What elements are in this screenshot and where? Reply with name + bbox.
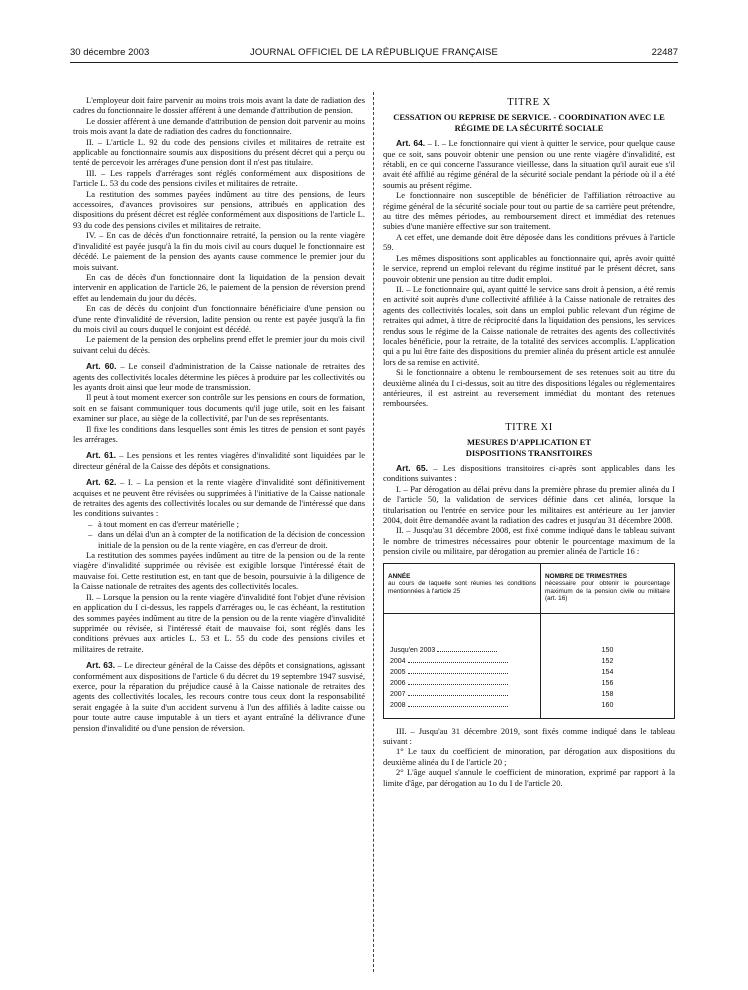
titre-xi-subheading: MESURES D'APPLICATION ET DISPOSITIONS TRANSITOIRES (465, 437, 593, 458)
table-cell-value: 156 (601, 679, 614, 687)
table-cell-year (384, 701, 541, 719)
table-cell-value: 152 (601, 657, 614, 665)
header-journal-title: JOURNAL OFFICIEL DE LA RÉPUBLIQUE FRANÇAISE (249, 47, 499, 58)
table-cell-value: 150 (601, 646, 614, 654)
table-row (384, 701, 675, 719)
article-65 (383, 463, 675, 484)
column-header-quarters (541, 563, 675, 613)
leader-dots (408, 706, 508, 707)
paragraph: II. – Le fonctionnaire qui, ayant quitté le service sans droit à pension, a été remis en activité soit auprès d'une collectivité affiliée à la Caisse nationale de retraites des agents des collectivités locales, soit dans un emploi public relevant d'un régime de retraites qui admet, à titre de réciprocité dans la liquidation des pensions, les services rendus sous le régime de la Caisse nationale de retraites des agents des collectivités locales bénéficie, pour la retraite, de la totalité des services accomplis. L'application qui a pu lui être faite des dispositions du premier alinéa du présent article est annulée lors de sa remise en activité. (383, 283, 675, 367)
column-header-subtitle: nécessaire pour obtenir le pourcentage maximum de la pension civile ou militaire (art. 16) (545, 580, 670, 603)
article-text: – I. – Le fonctionnaire qui vient à quitter le service, pour quelque cause que ce soit, sans pouvoir obtenir une pension ou une rente viagère d'invalidité, est rétabli, en ce qui concerne l'assurance vieillesse, dans la situation qu'il aurait eue s'il avait été affilié au régime général de la sécurité sociale pendant la période où il a été soumis au présent régime. (383, 138, 675, 190)
paragraph: II. – L'article L. 92 du code des pensions civiles et militaires de retraite est applicable au fonctionnaire soumis aux dispositions du présent décret qui a perçu ou tenté de percevoir les arrérages d'une pension dont il n'est pas titulaire. (73, 136, 365, 168)
article-text: – Les dispositions transitoires ci-après sont applicables dans les conditions suivantes : (383, 463, 675, 484)
year-label: 2005 (390, 668, 406, 676)
paragraph: Si le fonctionnaire a obtenu le remboursement de ses retenues soit au titre du deuxième alinéa du I ci-dessus, soit au titre des dispositions légales ou réglementaires antérieures, il est astreint au reversement immédiat du montant des retenues remboursées. (383, 367, 675, 409)
table-row (384, 679, 675, 690)
header-page-number: 22487 (651, 47, 678, 58)
table-row (384, 690, 675, 701)
trimestres-table (383, 563, 675, 719)
paragraph: I. – Par dérogation au délai prévu dans la première phrase du premier alinéa du I de l'article 50, la validation de services définie dans cet alinéa, lorsque la titularisation ou l'entrée en service pour les militaires est antérieure au 1er janvier 2004, doit être demandée avant la radiation des cadres et jusqu'au 31 décembre 2008. (383, 483, 675, 526)
paragraph: Le fonctionnaire non susceptible de bénéficier de l'affiliation rétroactive au régime général de la sécurité sociale pour tout ou partie de sa carrière peut prétendre, au titre des mêmes périodes, au remboursement direct et immédiat des retenues subies d'une manière effective sur son traitement. (383, 190, 675, 232)
article-64 (383, 138, 675, 190)
column-header-title: NOMBRE DE TRIMESTRES (545, 572, 628, 580)
leader-dots (437, 651, 497, 652)
article-text: – Le directeur général de la Caisse des dépôts et consignations, agissant conformément aux dispositions de l'article 6 du décret du 19 septembre 1947 susvisé, exerce, pour la réparation du préjudice causé à la Caisse nationale de retraites des agents des collectivités locales, les recours contre tous ceux dont la responsabilité serait engagée à la suite d'un accident survenu à l'un des affiliés à ladite caisse ou pour toute autre cause imputable à un tiers et ayant entraîné la délivrance d'une pension d'invalidité ou d'une pension de réversion. (73, 660, 365, 733)
paragraph: II. – Lorsque la pension ou la rente viagère d'invalidité font l'objet d'une révision en application du I ci-dessus, les rappels d'arrérages ou, le cas échéant, la restitution des sommes payées indûment au titre de la pension ou de la rente viagère d'invalidité supprimée ou révisée, si l'intéressé était de mauvaise foi, sont réglés dans les conditions prévues aux articles L. 53 et L. 55 du code des pensions civiles et militaires de retraite. (73, 591, 365, 654)
table-cell-year (384, 657, 541, 668)
table-cell-value: 154 (601, 668, 614, 676)
article-label: Art. 64. (396, 138, 426, 149)
year-label: 2008 (390, 701, 406, 709)
paragraph: La restitution des sommes payées indûment au titre des pensions, de leurs accessoires, d'avances provisoires sur pensions, attribués en application des dispositions du présent décret est réglée conformément aux dispositions de l'article L. 93 du code des pensions civiles et militaires de retraite. (73, 188, 365, 230)
table-cell-value: 160 (601, 701, 614, 709)
leader-dots (408, 695, 508, 696)
table-cell-value: 158 (601, 690, 614, 698)
paragraph: En cas de décès du conjoint d'un fonctionnaire bénéficiaire d'une pension ou d'une rente d'invalidité de réversion, ladite pension ou rente est payée jusqu'à la fin du mois civil au cours duquel le conjoint est décédé. (73, 303, 365, 334)
left-column (73, 95, 365, 733)
table-cell-year (384, 613, 541, 657)
article-text: – Le conseil d'administration de la Caisse nationale de retraites des agents des collectivités locales détermine les pièces à produire par les collectivités ou les ayants droit ainsi que leur mode de transmission. (73, 361, 365, 392)
titre-x-subheading: CESSATION OU REPRISE DE SERVICE. - COORDINATION AVEC LE RÉGIME DE LA SÉCURITÉ SOCIALE (393, 112, 665, 133)
running-header (70, 47, 678, 61)
article-63 (73, 660, 365, 733)
paragraph: Le paiement de la pension des orphelins prend effet le premier jour du mois civil suivant celui du décès. (73, 334, 365, 355)
table-header-row (384, 563, 675, 613)
paragraph: 2° L'âge auquel s'annule le coefficient de minoration, exprimé par rapport à la limite d'âge, par dérogation au 1o du I de l'article 20. (383, 767, 675, 788)
titre-xi-heading: TITRE XI (505, 421, 553, 433)
paragraph: En cas de décès d'un fonctionnaire dont la liquidation de la pension devait intervenir en application de l'article 26, le paiement de la pension de réversion prend effet au lendemain du jour du décès. (73, 271, 365, 303)
paragraph: Il fixe les conditions dans lesquelles sont émis les titres de pension et sont payés les arrérages. (73, 423, 365, 444)
column-header-title: ANNÉE (388, 572, 411, 580)
list-item: – dans un délai d'un an à compter de la notification de la décision de concession initiale de la pension ou de la rente viagère, en cas d'erreur de droit. (98, 529, 365, 550)
paragraph: A cet effet, une demande doit être déposée dans les conditions prévues à l'article 59. (383, 231, 675, 253)
paragraph: Le dossier afférent à une demande d'attribution de pension doit parvenir au moins trois mois avant la date de radiation des cadres du fonctionnaire. (73, 115, 365, 137)
paragraph: III. – Jusqu'au 31 décembre 2019, sont fixés comme indiqué dans le tableau suivant : (383, 725, 675, 747)
table-cell-year (384, 668, 541, 679)
article-label: Art. 60. (86, 361, 117, 372)
article-label: Art. 61. (86, 450, 116, 461)
article-60 (73, 361, 365, 392)
year-label: 2006 (390, 679, 406, 687)
paragraph: 1° Le taux du coefficient de minoration, par dérogation aux dispositions du deuxième alinéa du I de l'article 20 ; (383, 746, 675, 767)
table-row (384, 668, 675, 679)
article-label: Art. 65. (396, 463, 428, 473)
year-label: 2004 (390, 657, 406, 665)
column-separator (373, 92, 374, 972)
list-item: – à tout moment en cas d'erreur matérielle ; (98, 519, 365, 529)
table-cell-year (384, 690, 541, 701)
paragraph: IV. – En cas de décès d'un fonctionnaire retraité, la pension ou la rente viagère d'invalidité est payée jusqu'à la fin du mois civil au cours duquel le fonctionnaire est décédé. Le paiement de la pension des ayants cause commence le premier jour du mois suivant. (73, 230, 365, 272)
paragraph: L'employeur doit faire parvenir au moins trois mois avant la date de radiation des cadres du fonctionnaire le dossier afférent à une demande d'attribution de pension. (73, 95, 365, 116)
paragraph: II. – Jusqu'au 31 décembre 2008, est fixé comme indiqué dans le tableau suivant le nombre de trimestres nécessaires pour obtenir le pourcentage maximum de la pension civile ou militaire, par dérogation au premier alinéa de l'article 16 : (383, 525, 675, 557)
article-text: – I. – La pension et la rente viagère d'invalidité sont définitivement acquises et ne peuvent être révisées ou supprimées à l'initiative de la Caisse nationale de retraites des agents des collectivités locales ou sur demande de l'intéressé que dans les conditions suivantes : (73, 477, 365, 519)
article-62 (73, 477, 365, 519)
titre-x-heading: TITRE X (507, 97, 551, 108)
header-rule (70, 62, 678, 63)
table-row (384, 657, 675, 668)
paragraph: La restitution des sommes payées indûment au titre de la pension ou de la rente viagère d'invalidité supprimée ou révisée est exigible lorsque l'intéressé était de mauvaise foi. Cette restitution est, en tant que de besoin, poursuivie à la diligence de la Caisse nationale de retraites des agents des collectivités locales. (73, 550, 365, 592)
leader-dots (408, 662, 508, 663)
leader-dots (408, 684, 508, 685)
year-label: Jusqu'en 2003 (390, 646, 436, 654)
table-row (384, 613, 675, 657)
year-label: 2007 (390, 690, 406, 698)
article-label: Art. 63. (86, 660, 116, 671)
column-header-year (384, 563, 541, 613)
paragraph: Il peut à tout moment exercer son contrôle sur les pensions en cours de formation, soit en se faisant communiquer tous documents qu'il juge utile, soit en les faisant examiner sur place, au siège de la collectivité, par l'un de ses représentants. (73, 392, 365, 424)
article-label: Art. 62. (86, 477, 117, 488)
table-cell-year (384, 679, 541, 690)
right-column (383, 95, 675, 788)
paragraph: III. – Les rappels d'arrérages sont réglés conformément aux dispositions de l'article L. 53 du code des pensions civiles et militaires de retraite. (73, 167, 365, 189)
header-date: 30 décembre 2003 (70, 47, 150, 58)
leader-dots (408, 673, 508, 674)
article-text: – Les pensions et les rentes viagères d'invalidité sont liquidées par le directeur général de la Caisse des dépôts et consignations. (73, 450, 365, 471)
article-61 (73, 450, 365, 471)
column-header-subtitle: au cours de laquelle sont réunies les conditions mentionnées à l'article 25 (388, 580, 536, 595)
condition-list (86, 519, 365, 550)
paragraph: Les mêmes dispositions sont applicables au fonctionnaire qui, après avoir quitté le service, reprend un emploi relevant du régime institué par le présent décret, sans pouvoir obtenir une pension au titre dudit emploi. (383, 252, 675, 284)
